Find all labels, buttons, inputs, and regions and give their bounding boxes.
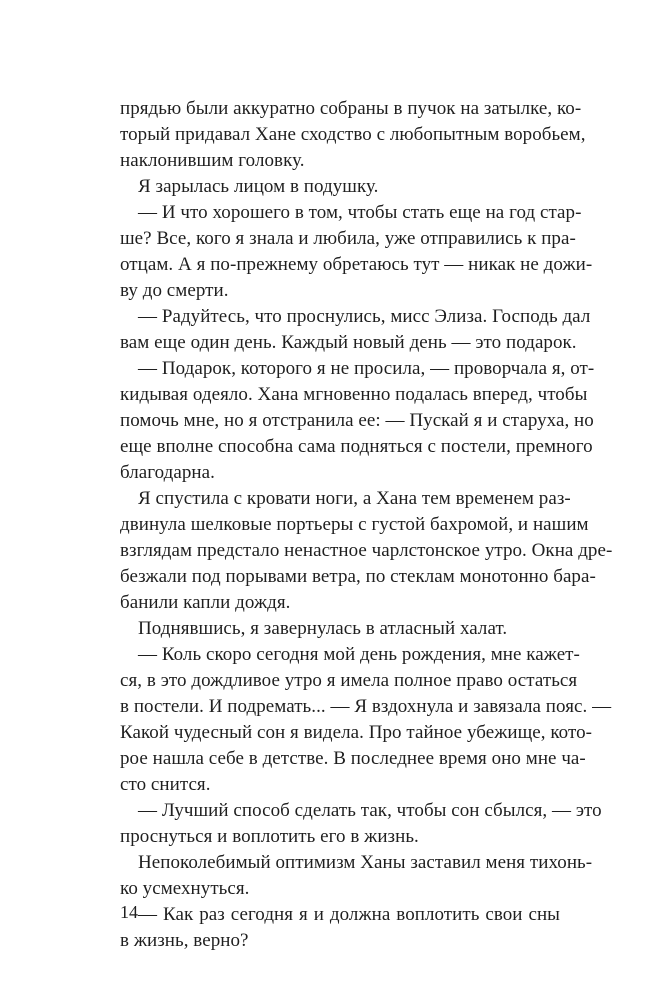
- text-line: ко усмехнуться.: [120, 878, 250, 899]
- text-line: — Коль скоро сегодня мой день рождения, мне кажет-: [138, 644, 580, 665]
- text-line: Поднявшись, я завернулась в атласный халат.: [138, 618, 508, 639]
- text-line: банили капли дождя.: [120, 592, 291, 613]
- text-line: помочь мне, но я отстранила ее: — Пускай я и старуха, но: [120, 410, 594, 431]
- text-line: сто снится.: [120, 774, 211, 795]
- text-line: наклонившим головку.: [120, 150, 305, 171]
- text-line: Непоколебимый оптимизм Ханы заставил меня тихонь-: [138, 852, 593, 873]
- page-number: 14: [120, 902, 138, 922]
- text-line: — Подарок, которого я не просила, — проворчала я, от-: [138, 358, 595, 379]
- text-line: — Радуйтесь, что проснулись, мисс Элиза. Господь дал: [138, 306, 591, 327]
- text-line: отцам. А я по-прежнему обретаюсь тут — никак не дожи-: [120, 254, 593, 275]
- text-line: торый придавал Хане сходство с любопытным воробьем,: [120, 124, 586, 145]
- text-line: прядью были аккуратно собраны в пучок на затылке, ко-: [120, 98, 582, 119]
- text-line: Я спустила с кровати ноги, а Хана тем временем раз-: [138, 488, 571, 509]
- text-line: ся, в это дождливое утро я имела полное право остаться: [120, 670, 578, 691]
- text-line: рое нашла себе в детстве. В последнее время оно мне ча-: [120, 748, 586, 769]
- text-line: взглядам предстало ненастное чарлстонское утро. Окна дре-: [120, 540, 613, 561]
- text-line: ву до смерти.: [120, 280, 229, 301]
- text-line: — И что хорошего в том, чтобы стать еще на год стар-: [138, 202, 582, 223]
- text-line: Я зарылась лицом в подушку.: [138, 176, 379, 197]
- text-line: Какой чудесный сон я видела. Про тайное убежище, кото-: [120, 722, 592, 743]
- text-line: еще вполне способна сама подняться с постели, премного: [120, 436, 593, 457]
- text-line: проснуться и воплотить его в жизнь.: [120, 826, 419, 847]
- text-line: в жизнь, верно?: [120, 930, 249, 951]
- text-line: ше? Все, кого я знала и любила, уже отправились к пра-: [120, 228, 576, 249]
- text-line: — Как раз сегодня я и должна воплотить свои сны: [138, 904, 560, 925]
- text-line: кидывая одеяло. Хана мгновенно подалась вперед, чтобы: [120, 384, 588, 405]
- text-line: благодарна.: [120, 462, 215, 483]
- text-line: — Лучший способ сделать так, чтобы сон сбылся, — это: [138, 800, 602, 821]
- text-line: в постели. И подремать... — Я вздохнула и завязала пояс. —: [120, 696, 612, 717]
- text-line: безжали под порывами ветра, по стеклам монотонно бара-: [120, 566, 596, 587]
- page-text: [120, 96, 613, 954]
- text-line: двинула шелковые портьеры с густой бахромой, и нашим: [120, 514, 589, 535]
- text-line: вам еще один день. Каждый новый день — это подарок.: [120, 332, 577, 353]
